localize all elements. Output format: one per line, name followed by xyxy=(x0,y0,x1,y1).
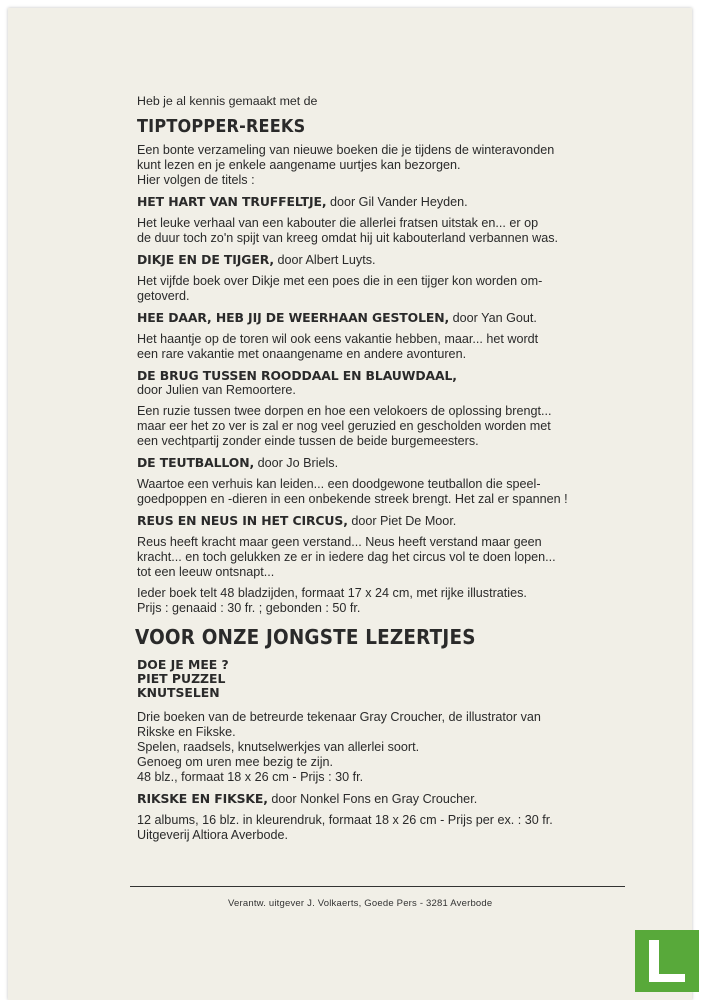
text-line: Spelen, raadsels, knutselwerkjes van allerlei soort. xyxy=(137,740,420,754)
page-content xyxy=(128,94,633,849)
book-heading xyxy=(137,252,633,268)
text-line: goedpoppen en -dieren in een onbekende streek brengt. Het zal er spannen ! xyxy=(137,492,568,506)
text-line: 12 albums, 16 blz. in kleurendruk, formaat 18 x 26 cm - Prijs per ex. : 30 fr. xyxy=(137,813,553,827)
book-author: door Julien van Remoortere. xyxy=(137,383,296,397)
book-title: DIKJE EN DE TIJGER, xyxy=(137,252,274,267)
series-description xyxy=(137,143,633,188)
text-line: Rikske en Fikske. xyxy=(137,725,236,739)
text-line: de duur toch zo'n spijt van kreeg omdat hij uit kabouterland verbannen was. xyxy=(137,231,559,245)
text-line: 48 blz., formaat 18 x 26 cm - Prijs : 30 fr. xyxy=(137,770,364,784)
book-title: HEE DAAR, HEB JIJ DE WEERHAAN GESTOLEN, xyxy=(137,310,450,325)
text-line: Het vijfde boek over Dikje met een poes die in een tijger kon worden om- xyxy=(137,274,543,288)
book-heading xyxy=(137,368,633,398)
text-line: Reus heeft kracht maar geen verstand... Neus heeft verstand maar geen xyxy=(137,535,542,549)
book-heading xyxy=(137,513,633,529)
book-description xyxy=(137,404,633,449)
book-heading xyxy=(137,310,633,326)
book-author: door Yan Gout. xyxy=(452,311,537,325)
junior-title: KNUTSELEN xyxy=(137,685,220,700)
book-heading xyxy=(137,194,633,210)
text-line: Ieder boek telt 48 bladzijden, formaat 17 x 24 cm, met rijke illustraties. xyxy=(137,586,527,600)
text-line: Hier volgen de titels : xyxy=(137,173,255,187)
junior-titles xyxy=(128,658,633,700)
text-line: Een bonte verzameling van nieuwe boeken die je tijdens de winteravonden xyxy=(137,143,555,157)
book-title: REUS EN NEUS IN HET CIRCUS, xyxy=(137,513,348,528)
text-line: Het leuke verhaal van een kabouter die allerlei fratsen uitstak en... er op xyxy=(137,216,539,230)
book-title: RIKSKE EN FIKSKE, xyxy=(137,791,268,806)
book-author: door Nonkel Fons en Gray Croucher. xyxy=(271,792,478,806)
book-description xyxy=(137,813,633,843)
text-line: Drie boeken van de betreurde tekenaar Gray Croucher, de illustrator van xyxy=(137,710,541,724)
book-heading xyxy=(137,455,633,471)
book-description xyxy=(137,274,633,304)
book-title: DE BRUG TUSSEN ROODDAAL EN BLAUWDAAL, xyxy=(137,368,457,383)
text-line: Waartoe een verhuis kan leiden... een doodgewone teutballon die speel- xyxy=(137,477,541,491)
text-line: een rare vakantie met onaangename en andere avonturen. xyxy=(137,347,467,361)
book-heading xyxy=(137,791,633,807)
page-scan xyxy=(8,8,692,1000)
book-description xyxy=(137,535,633,580)
text-line: Het haantje op de toren wil ook eens vakantie hebben, maar... het wordt xyxy=(137,332,539,346)
text-line: kracht... en toch gelukken ze er in iedere dag het circus vol te doen lopen... xyxy=(137,550,556,564)
text-line: kunt lezen en je enkele aangename uurtjes kan bezorgen. xyxy=(137,158,461,172)
section-title: VOOR ONZE JONGSTE LEZERTJES xyxy=(135,625,476,649)
text-line: maar eer het zo ver is zal er nog veel geruzied en gescholden worden met xyxy=(137,419,551,433)
text-line: Prijs : genaaid : 30 fr. ; gebonden : 50 fr. xyxy=(137,601,361,615)
text-line: Uitgeverij Altiora Averbode. xyxy=(137,828,288,842)
book-description xyxy=(137,477,633,507)
book-author: door Gil Vander Heyden. xyxy=(329,195,468,209)
text-line: Genoeg om uren mee bezig te zijn. xyxy=(137,755,334,769)
book-title: DE TEUTBALLON, xyxy=(137,455,255,470)
book-author: door Piet De Moor. xyxy=(351,514,457,528)
pricing xyxy=(137,586,633,616)
text-line: getoverd. xyxy=(137,289,190,303)
footer-divider xyxy=(130,886,625,887)
lastdodo-logo-icon xyxy=(635,930,699,992)
intro-line: Heb je al kennis gemaakt met de xyxy=(137,94,318,108)
book-description xyxy=(137,216,633,246)
series-title: TIPTOPPER-REEKS xyxy=(137,117,306,137)
book-title: HET HART VAN TRUFFELTJE, xyxy=(137,194,327,209)
junior-title: PIET PUZZEL xyxy=(137,671,226,686)
junior-description xyxy=(137,710,633,785)
text-line: een vechtpartij zonder einde tussen de beide burgemeesters. xyxy=(137,434,479,448)
junior-title: DOE JE MEE ? xyxy=(137,657,229,672)
book-author: door Albert Luyts. xyxy=(277,253,376,267)
text-line: tot een leeuw ontsnapt... xyxy=(137,565,275,579)
book-author: door Jo Briels. xyxy=(257,456,339,470)
text-line: Een ruzie tussen twee dorpen en hoe een velokoers de oplossing brengt... xyxy=(137,404,552,418)
book-description xyxy=(137,332,633,362)
footer-publisher: Verantw. uitgever J. Volkaerts, Goede Pers - 3281 Averbode xyxy=(228,898,493,909)
